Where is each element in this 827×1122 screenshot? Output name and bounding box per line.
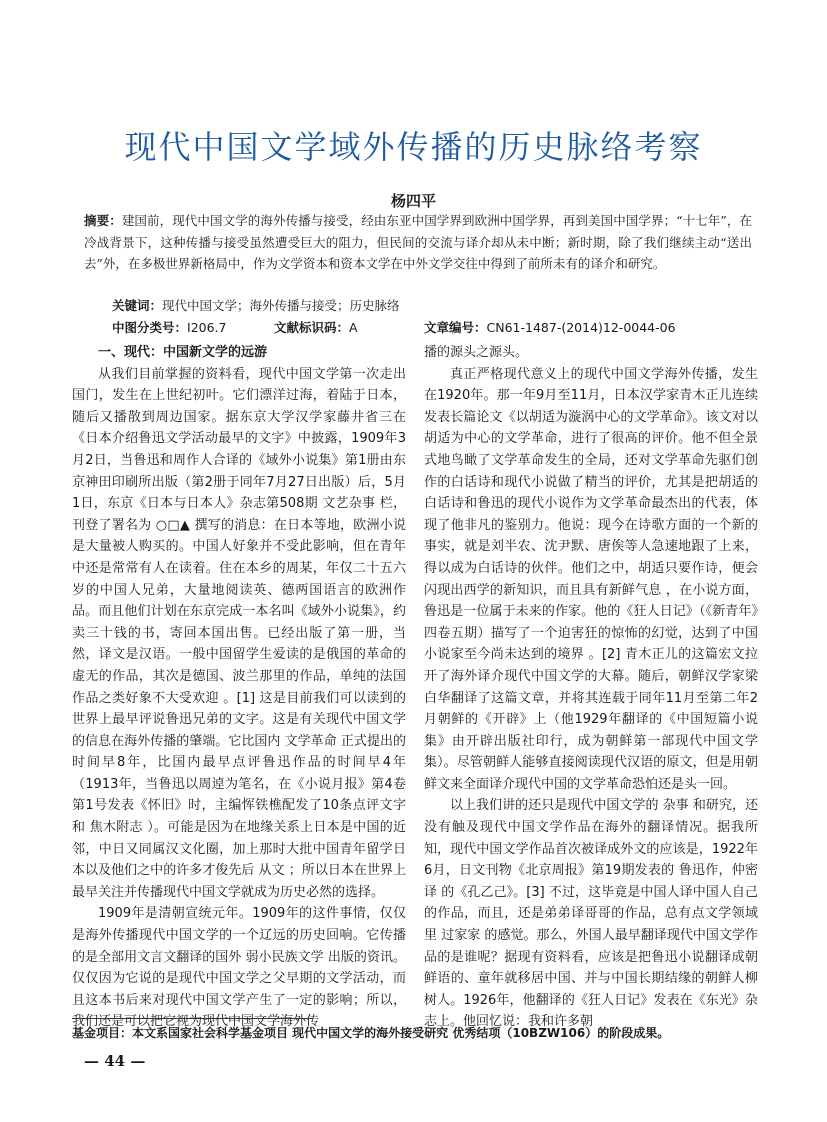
page-number: — 44 — (84, 1052, 146, 1070)
abstract-text: 建国前，现代中国文学的海外传播与接受，经由东亚中国学界到欧洲中国学界，再到美国中国学界；“十七年”，在冷战背景下，这种传播与接受虽然遭受巨大的阻力，但民间的交流与译介却从未中断；新时期，除了我们继续主动“送出去”外，在多极世界新格局中，作为文学资本和资本文学在中外文学交往中得到了前所未有的译介和研究。 (84, 213, 752, 271)
section-heading: 一、现代：中国新文学的远游 (98, 345, 268, 360)
keywords-text: 现代中国文学；海外传播与接受；历史脉络 (162, 298, 400, 313)
body-paragraph: 从我们目前掌握的资料看，现代中国文学第一次走出国门，发生在上世纪初叶。它们漂洋过海，着陆于日本，随后又播散到周边国家。据东京大学汉学家藤井省三在《日本介绍鲁迅文学活动最早的文字》中披露，1909年3月2日，当鲁迅和周作人合译的《域外小说集》第1册由东京神田印刷所出版（第2册于同年7月27日出版）后，5月1日，东京《日本与日本人》杂志第508期 文艺杂事 栏，刊登了署名为 ○□▲ 撰写的消息：在日本等地，欧洲小说是大量被人购买的。中国人好象并不受此影响，但在青年中还是常常有人在读着。住在本乡的周某，年仅二十五六岁的中国人兄弟，大量地阅读英、德两国语言的欧洲作品。而且他们计划在东京完成一本名叫《域外小说集》，约卖三十钱的书，寄回本国出售。已经出版了第一册，当然，译文是汉语。一般中国留学生爱读的是俄国的革命的虚无的作品，其次是德国、波兰那里的作品，单纯的法国作品之类好象不大受欢迎 。[1] 这是目前我们可以读到的世界上最早评说鲁迅兄弟的文字。这是有关现代中国文学的信息在海外传播的肇端。它比国内 文学革命 正式提出的时间早8年，比国内最早点评鲁迅作品的时间早4年（1913年，当鲁迅以周逴为笔名，在《小说月报》第4卷第1号发表《怀旧》时，主编恽铁樵配发了10条点评文字和 焦木附志 ）。可能是因为在地缘关系上日本是中国的近邻，中日又同属汉文化圈，加上那时大批中国青年留学日本以及他们之中的许多才俊先后 从文 ；所以日本在世界上最早关注并传播现代中国文学就成为历史必然的选择。 (72, 366, 406, 900)
article-number (424, 318, 676, 336)
body-paragraph: 播的源头之源头。 (424, 345, 529, 360)
author-name: 杨四平 (390, 192, 436, 210)
article-label: 文章编号： (424, 320, 487, 335)
footnote-rule (72, 1018, 312, 1019)
doc-value: A (349, 320, 358, 335)
keywords-label: 关键词： (112, 298, 163, 313)
clc-label: 中图分类号： (112, 320, 188, 335)
article-title: 现代中国文学域外传播的历史脉络考察 (124, 128, 703, 166)
body-paragraph: 真正严格现代意义上的现代中国文学海外传播，发生在1920年。那一年9月至11月，日本汉学家青木正儿连续发表长篇论文《以胡适为漩涡中心的文学革命》。该文对以胡适为中心的文学革命，进行了很高的评价。他不但全景式地鸟瞰了文学革命发生的全局，还对文学革命先驱们创作的白话诗和现代小说做了精当的评价，尤其是把胡适的白话诗和鲁迅的现代小说作为文学革命最杰出的代表，体现了他非凡的鉴别力。他说：现今在诗歌方面的一个新的事实，就是刘半农、沈尹默、唐俟等人急速地跟了上来，得以成为白话诗的伙伴。他们之中，胡适只要作诗，便会闪现出西学的新知识，而且具有新鲜气息 ，在小说方面，鲁迅是一位属于未来的作家。他的《狂人日记》（《新青年》四卷五期）描写了一个迫害狂的惊怖的幻觉，达到了中国小说家至今尚未达到的境界 。[2] 青木正儿的这篇宏文拉开了海外译介现代中国文学的大幕。随后，朝鲜汉学家梁白华翻译了这篇文章，并将其连载于同年11月至第二年2月朝鲜的《开辟》上（他1929年翻译的《中国短篇小说集》由开辟出版社印行，成为朝鲜第一部现代中国文学集）。尽管朝鲜人能够直接阅读现代汉语的原文，但是用朝鲜文来全面译介现代中国的文学革命恐怕还是头一回。 (424, 366, 758, 792)
left-column (72, 342, 406, 1033)
keywords (112, 296, 400, 314)
body-paragraph: 以上我们讲的还只是现代中国文学的 杂事 和研究，还没有触及现代中国文学作品在海外的翻译情况。据我所知，现代中国文学作品首次被译成外文的应该是，1922年6月，日文刊物《北京周报》第19期发表的 鲁迅作，仲密译 的《孔乙己》。[3] 不过，这毕竟是中国人译中国人自己的作品，而且，还是弟弟译哥哥的作品，总有点文学领域里 过家家 的感觉。那么，外国人最早翻译现代中国文学作品的是谁呢？据现有资料看，应该是把鲁迅小说翻译成朝鲜语的、童年就移居中国、并与中国长期结缘的朝鲜人柳树人。1926年，他翻译的《狂人日记》发表在《东光》杂志上。他回忆说：我和许多朝 (424, 798, 758, 1030)
clc-value: I206.7 (187, 320, 227, 335)
funding-footnote: 基金项目：本文系国家社会科学基金项目 现代中国文学的海外接受研究 优秀结项（10BZW106）的阶段成果。 (72, 1026, 670, 1040)
clc-code (112, 318, 227, 336)
doc-label: 文献标识码： (274, 320, 350, 335)
abstract-label: 摘要： (84, 213, 122, 228)
article-value: CN61-1487-(2014)12-0044-06 (486, 320, 676, 335)
doc-code (274, 318, 358, 336)
abstract (84, 210, 752, 275)
right-column (424, 342, 758, 1033)
body-paragraph: 1909年是清朝宣统元年。1909年的这件事情，仅仅是海外传播现代中国文学的一个辽远的历史回响。它传播的是全部用文言文翻译的国外 弱小民族文学 出版的资讯。仅仅因为它说的是现代中国文学之父早期的文学活动，而且这本书后来对现代中国文学产生了一定的影响；所以，我们还是可以把它视为现代中国文学海外传 (72, 906, 406, 1030)
